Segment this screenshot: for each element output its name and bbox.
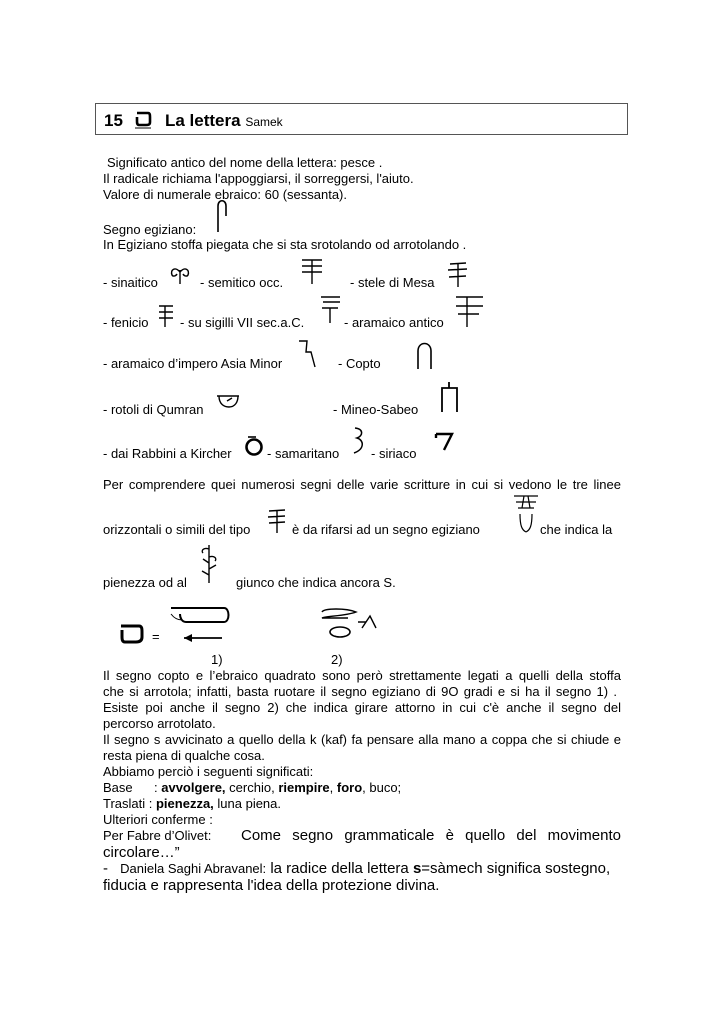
script-rabbini-label: - dai Rabbini a Kircher	[103, 446, 232, 461]
header-hebrew-letter	[134, 109, 152, 129]
meanings-traslati: Traslati : pienezza, luna piena.	[103, 796, 282, 811]
sinaitico-glyph-icon	[167, 264, 195, 286]
header-letter-name: Samek	[245, 115, 283, 129]
quote-fabre-text: Come segno grammaticale è quello del movimento	[241, 827, 621, 844]
script-copto-label: - Copto	[338, 356, 381, 371]
body-p1-line-1: Il segno copto e l’ebraico quadrato sono però strettamente legati a quelli della stoffa	[103, 668, 621, 683]
comparison-line-3a: pienezza od al	[103, 575, 187, 590]
egyptian-sign-label: Segno egiziano:	[103, 222, 197, 237]
comparison-line-2b: è da rifarsi ad un segno egiziano	[292, 522, 480, 537]
body-p2-line-1: Esiste poi anche il segno 2) che indica girare attorno in cui c'è anche il segno del	[103, 700, 621, 715]
three-lines-glyph-icon	[265, 506, 289, 534]
fenicio-glyph-icon	[155, 303, 177, 329]
script-aramaico-antico-label: - aramaico antico	[344, 315, 444, 330]
body-p3-line-1: Il segno s avvicinato a quello della k (kaf) fa pensare alla mano a coppa che si chiude e	[103, 732, 621, 747]
comparison-line-2c: che indica la	[540, 522, 613, 537]
copto-glyph-icon	[415, 339, 435, 371]
script-aramaico-impero-label: - aramaico d’impero Asia Minor	[103, 356, 283, 371]
mesa-glyph-icon	[446, 260, 470, 290]
rotating-sign-glyph-icon	[318, 606, 396, 642]
figure-equals: =	[152, 629, 160, 644]
reed-plant-glyph-icon	[197, 541, 221, 585]
script-fenicio-label: - fenicio	[103, 315, 149, 330]
header-title: La lettera Samek	[165, 111, 283, 130]
header-number: 15	[104, 111, 123, 130]
quote-fabre-label: Per Fabre d’Olivet:	[103, 828, 212, 843]
figure-label-1: 1)	[211, 652, 223, 667]
comparison-line-3b: giunco che indica ancora S.	[236, 575, 396, 590]
egyptian-description: In Egiziano stoffa piegata che si sta srotolando od arrotolando .	[103, 237, 467, 252]
rotated-cloth-glyph-icon	[168, 604, 232, 644]
comparison-line-1: Per comprendere quei numerosi segni delle varie scritture in cui si vedono le tre linee	[103, 477, 621, 492]
further-confirmations: Ulteriori conferme :	[103, 812, 213, 827]
samaritano-glyph-icon	[351, 425, 367, 457]
aramaico-antico-glyph-icon	[453, 291, 487, 329]
intro-line-2: Il radicale richiama l'appoggiarsi, il sorreggersi, l'aiuto.	[103, 171, 414, 186]
quote-fabre-line-1	[103, 827, 621, 844]
script-sigilli-label: - su sigilli VII sec.a.C.	[180, 315, 305, 330]
script-mineo-label: - Mineo-Sabeo	[333, 402, 419, 417]
sigilli-glyph-icon	[318, 293, 344, 325]
intro-line-3: Valore di numerale ebraico: 60 (sessanta).	[103, 187, 347, 202]
body-p1-line-2: che si arrotola; infatti, basta ruotare il segno egiziano di 9O gradi e si ha il segno 1) .	[103, 684, 617, 699]
qumran-glyph-icon	[215, 392, 241, 412]
egyptian-cloth-glyph-icon	[215, 196, 231, 234]
rabbini-glyph-icon	[243, 434, 265, 458]
samek-large-glyph-icon	[117, 622, 147, 646]
quote-saghi-line-1: - Daniela Saghi Abravanel: la radice della lettera s=sàmech significa sostegno,	[103, 860, 611, 877]
meanings-base-values: : avvolgere, cerchio, riempire, foro, buco;	[154, 780, 402, 795]
aramaico-impero-glyph-icon	[296, 337, 320, 371]
meanings-intro: Abbiamo perciò i seguenti significati:	[103, 764, 314, 779]
figure-label-2: 2)	[331, 652, 343, 667]
siriaco-glyph-icon	[433, 430, 455, 452]
script-mesa-label: - stele di Mesa	[350, 275, 435, 290]
body-p2-line-2: percorso arrotolato.	[103, 716, 216, 731]
mineo-glyph-icon	[439, 380, 461, 414]
body-p3-line-2: resta piena di qualche cosa.	[103, 748, 265, 763]
egyptian-reed-glyph-icon	[510, 492, 542, 536]
quote-saghi-line-2: fiducia e rappresenta l'idea della protezione divina.	[103, 877, 440, 894]
samek-glyph-icon	[134, 109, 152, 129]
script-semitico-label: - semitico occ.	[200, 275, 284, 290]
comparison-line-2a: orizzontali o simili del tipo	[103, 522, 251, 537]
quote-fabre-line-2: circolare…”	[103, 844, 180, 861]
script-siriaco-label: - siriaco	[371, 446, 417, 461]
meanings-base-label: Base	[103, 780, 133, 795]
script-qumran-label: - rotoli di Qumran	[103, 402, 204, 417]
semitico-glyph-icon	[299, 256, 325, 286]
intro-line-1: Significato antico del nome della lettera: pesce .	[107, 155, 383, 170]
script-samaritano-label: - samaritano	[267, 446, 340, 461]
quote-saghi-label: Daniela Saghi Abravanel:	[120, 861, 267, 876]
script-sinaitico-label: - sinaitico	[103, 275, 158, 290]
